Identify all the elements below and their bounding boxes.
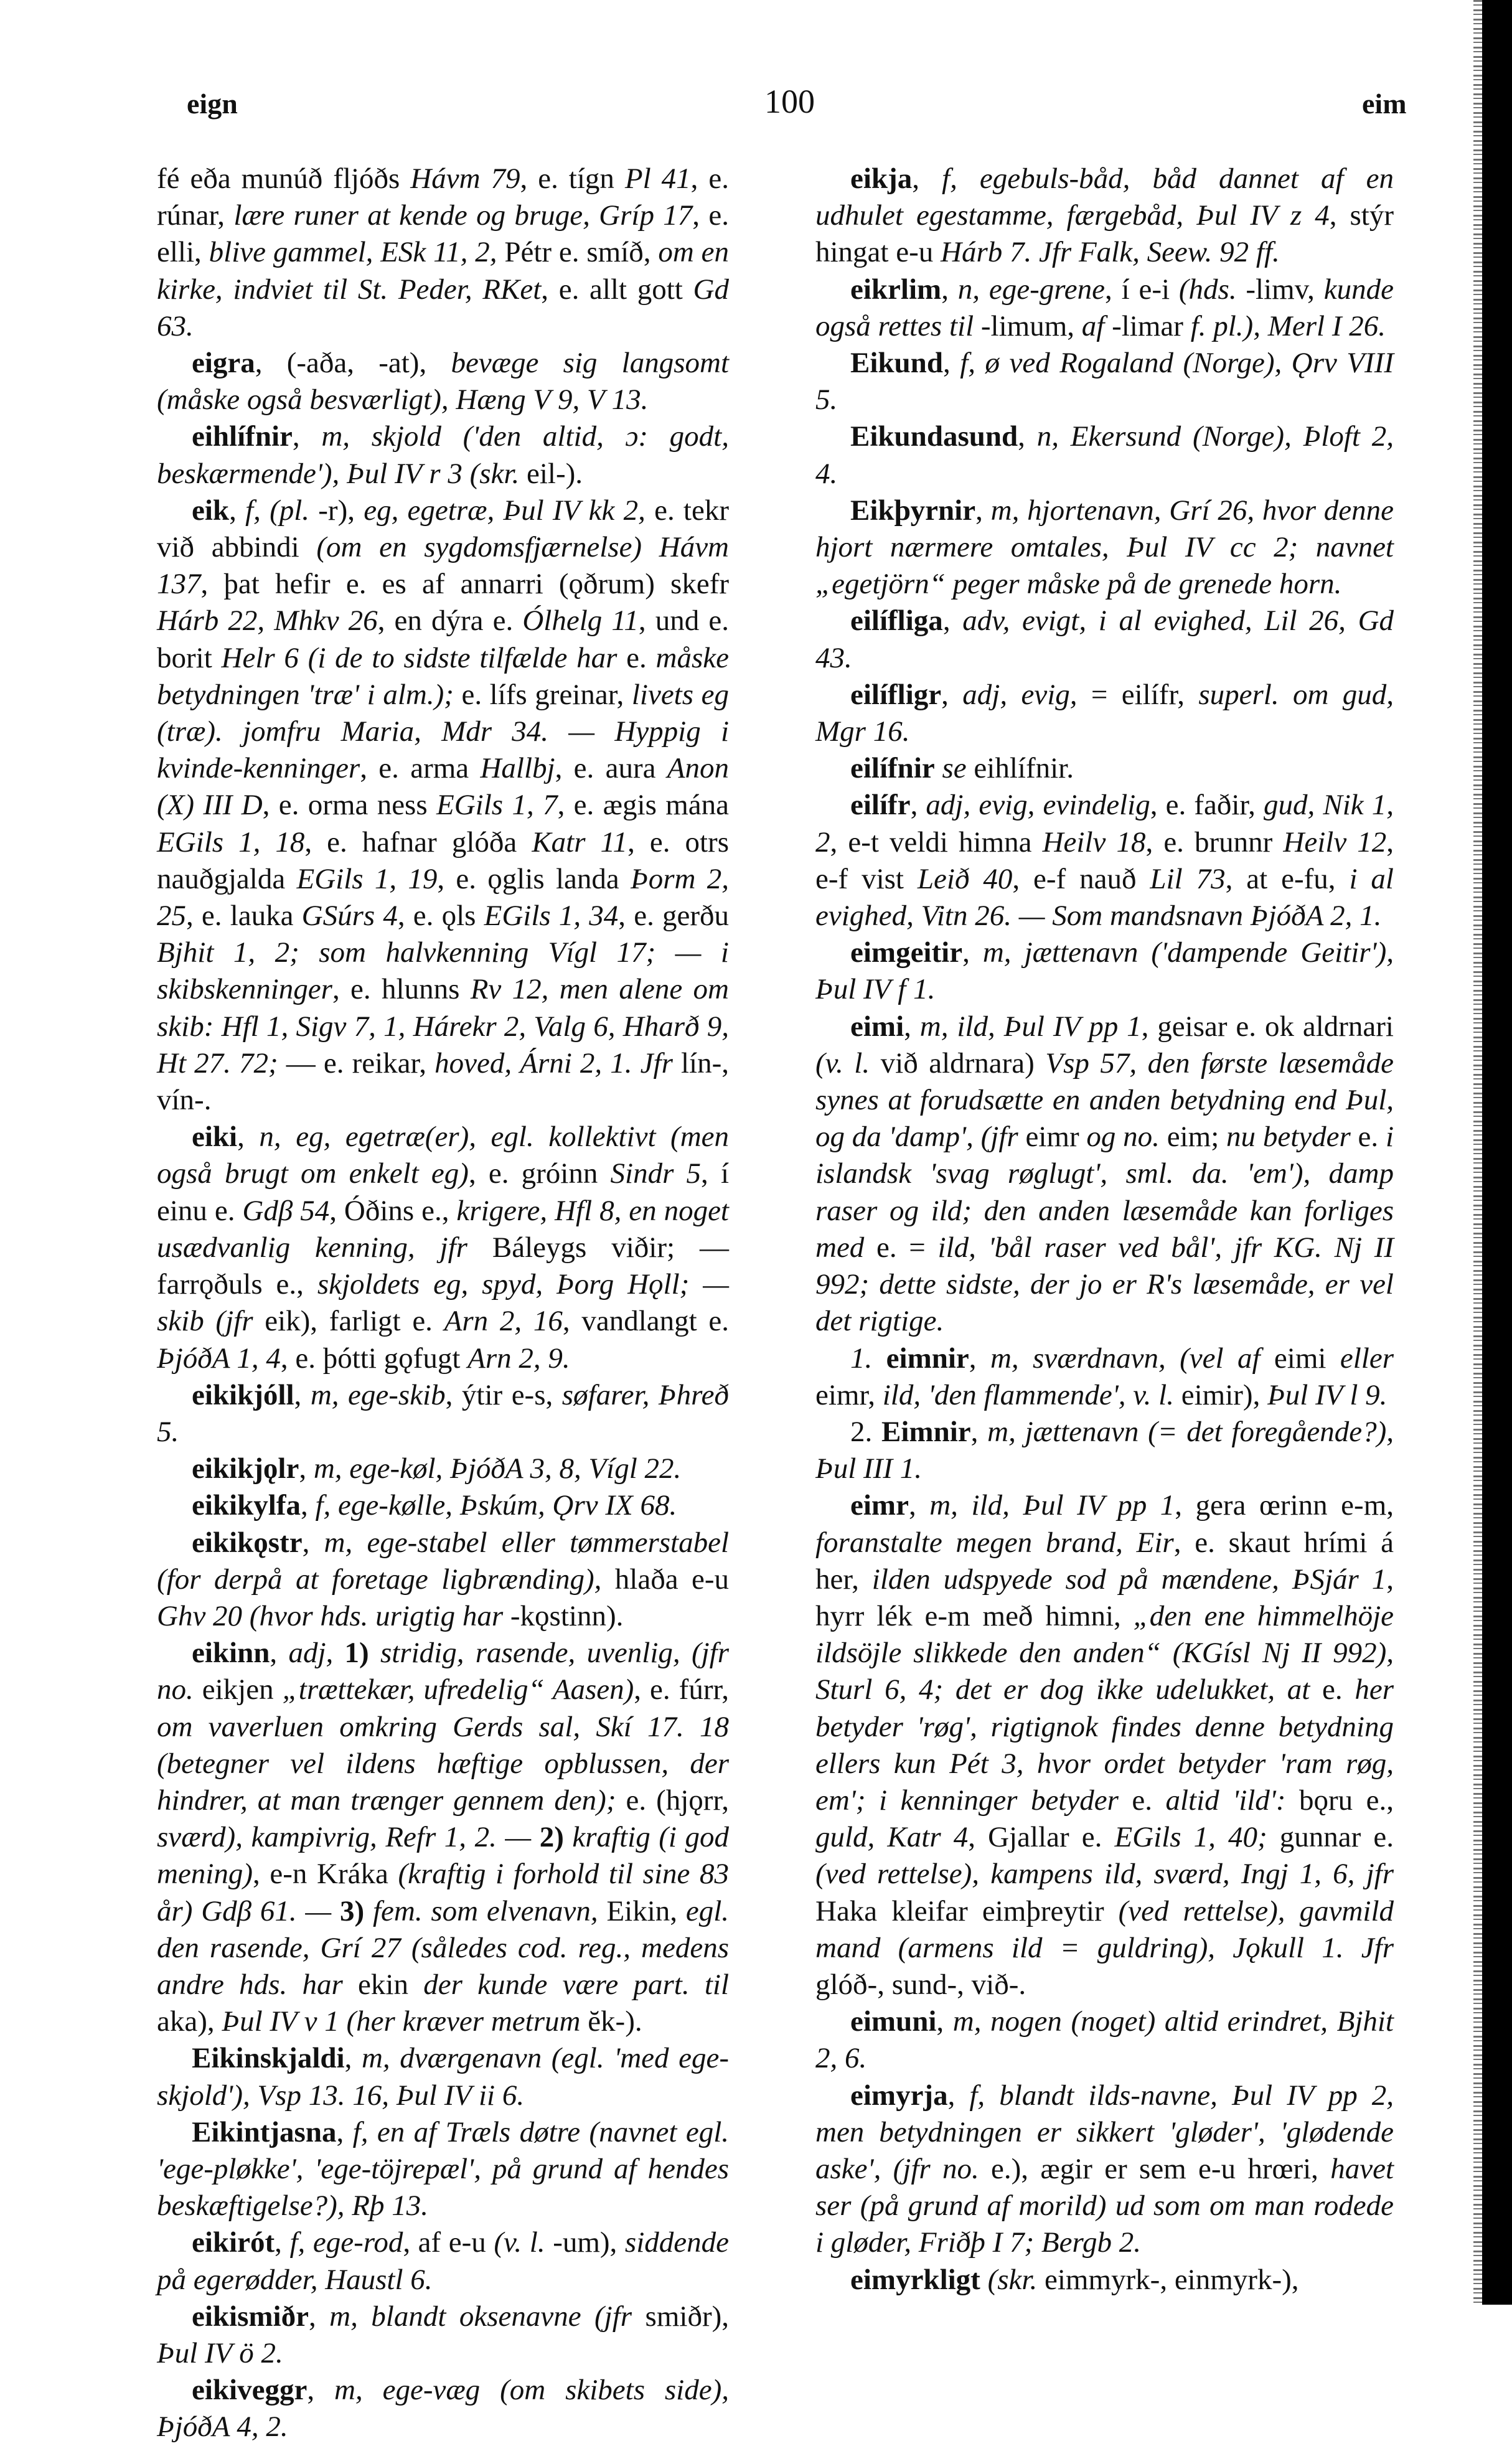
dictionary-entry <box>157 1377 729 1451</box>
italic-text: m, ege-væg (om skibets side), ÞjóðA 4, 2. <box>157 2374 729 2444</box>
dictionary-entry <box>815 418 1394 492</box>
running-head-left: eign <box>187 88 238 120</box>
dictionary-entry <box>157 1487 729 1524</box>
dictionary-entry <box>815 1487 1394 2003</box>
roman-text: , <box>969 1342 990 1375</box>
roman-text: Pétr e. smíð, <box>497 236 659 269</box>
headword: eimyrkligt <box>850 2263 980 2296</box>
roman-text <box>980 2264 988 2296</box>
left-column <box>157 161 729 2446</box>
headword: eikikǫstr <box>192 1526 303 1559</box>
roman-text: , í e-i <box>1105 273 1179 306</box>
dictionary-entry <box>815 1009 1394 1340</box>
headword: eimnir <box>886 1342 969 1375</box>
roman-text: , e. rúnar, <box>157 162 729 232</box>
italic-text: m, ild, Þul IV pp 1 <box>929 1489 1175 1522</box>
roman-text: , Óðins e., <box>329 1194 457 1227</box>
roman-text: , <box>294 1378 311 1411</box>
italic-text: gud, Nik 1, 2 <box>815 789 1394 858</box>
italic-text: Lil 73 <box>1150 862 1226 895</box>
italic-text: m, dværgenavn (egl. 'med ege-skjold'), Vsp 13. 16, Þul IV ii 6. <box>157 2042 730 2112</box>
italic-text: havet ser (på grund af morild) ud som om man rodede i gløder, Friðþ I 7; Bergb 2. <box>815 2152 1394 2259</box>
roman-text: fé eða munúð fljóðs <box>157 162 411 195</box>
italic-text: f, (pl. <box>245 494 310 527</box>
roman-text: , <box>1018 420 1037 453</box>
italic-text: ilden udspyede sod på mændene, ÞSjár 1 <box>871 1563 1387 1596</box>
italic-text: m, blandt oksenavne (jfr <box>329 2300 632 2333</box>
roman-text: , í einu e. <box>157 1157 730 1227</box>
italic-text: Anon (X) III D <box>157 752 730 822</box>
italic-text: m, sværdnavn, (vel af <box>990 1342 1261 1375</box>
dictionary-entry <box>157 2224 729 2298</box>
headword: eilífligr <box>850 678 942 711</box>
italic-text: Þul IV v 1 (her kræver metrum <box>222 2005 581 2038</box>
roman-text: -limar <box>1104 309 1191 342</box>
italic-text: eg, egetræ, Þul IV kk 2, <box>364 494 646 527</box>
roman-text: e. lífs greinar, <box>453 678 632 711</box>
italic-text: (ved rettelse), kampens ild, sværd, Ingj 1, 6, jfr <box>815 1858 1394 1891</box>
italic-text: Ghv 20 (hvor hds. urigtig har <box>157 1599 504 1632</box>
italic-text: (skr. <box>987 2263 1038 2296</box>
roman-text: e. <box>1118 1784 1166 1817</box>
roman-text: , e. lauka <box>186 900 302 933</box>
italic-text: Vsp 57, den første læsemåde synes at forudsætte en anden betydning end Þul, og da 'damp', (jfr <box>815 1047 1394 1154</box>
italic-text: f, blandt ilds-navne, Þul IV pp 2, men betydningen er sikkert 'gløder', 'glødende aske', (jfr no. <box>815 2079 1394 2185</box>
headword: Eikundasund <box>850 420 1018 453</box>
roman-text: , vandlangt e. <box>562 1305 729 1338</box>
headword: eikiveggr <box>192 2374 308 2407</box>
italic-text: adj, <box>288 1637 345 1670</box>
right-column <box>815 161 1394 2298</box>
roman-text: eik), farligt e. <box>253 1305 444 1338</box>
italic-text: Ólhelg 11 <box>522 604 639 637</box>
italic-text: Helr 6 (i de to sidste tilfælde har <box>221 641 617 674</box>
italic-text: sværd), kampivrig, Refr 1, 2. — <box>157 1821 540 1854</box>
headword: eik <box>192 494 230 527</box>
italic-text: EGils 1, 40; <box>1114 1821 1267 1854</box>
roman-text: , stýr hingat e-u <box>815 199 1394 269</box>
roman-text: , e. orma ness <box>262 789 437 822</box>
roman-text: , e. ǫls <box>397 900 484 933</box>
roman-text: , <box>942 604 963 637</box>
roman-text: , <box>941 273 958 306</box>
entry-continuation <box>157 161 729 345</box>
roman-text: Báleygs viðir; — farrǫðuls e., <box>157 1231 729 1301</box>
italic-text: søfarer, Þhreð 5. <box>157 1378 729 1448</box>
italic-text: m, hjortenavn, Grí 26, hvor denne hjort nærmere omtales, Þul IV cc 2; navnet „egetjörn“ peger måske på de grenede horn. <box>815 494 1394 601</box>
roman-text: e. = <box>864 1231 938 1264</box>
italic-text: f. pl.), Merl I 26. <box>1190 309 1386 342</box>
roman-text: , <box>962 936 983 969</box>
roman-text: , geisar e. ok aldrnari <box>1141 1010 1394 1043</box>
headword: eikinn <box>192 1637 270 1670</box>
roman-text: glóð-, sund-, við-. <box>815 1968 1026 2001</box>
italic-text: ild, 'den flammende', v. l. <box>882 1378 1174 1411</box>
roman-text: -limv, <box>1236 273 1324 306</box>
italic-text: (kraftig i forhold til sine 83 år) Gdβ 61. — <box>157 1858 730 1927</box>
roman-text: , e. tígn <box>520 162 625 195</box>
headword: eiki <box>192 1121 238 1154</box>
roman-text: e. <box>1310 1673 1355 1706</box>
roman-text: , ýtir e-s, <box>445 1378 562 1411</box>
italic-text: Gd 63. <box>157 273 729 342</box>
headword: eimgeitir <box>850 936 963 969</box>
italic-text: Hallbj <box>480 752 555 785</box>
headword: Eikþyrnir <box>850 494 976 527</box>
roman-text: , hyrr lék e-m með himni, <box>815 1563 1394 1632</box>
roman-text: , <box>275 2226 290 2259</box>
italic-text: stridig, rasende, uvenlig, (jfr no. <box>157 1637 729 1706</box>
italic-text: altid 'ild': <box>1165 1784 1286 1817</box>
dictionary-entry <box>815 787 1394 934</box>
roman-text: , und e. borit <box>157 604 729 674</box>
roman-text: e. <box>617 641 656 674</box>
roman-text: lín-, vín-. <box>157 1047 730 1117</box>
running-header <box>0 82 1512 126</box>
roman-text: , e. gerðu <box>618 900 730 933</box>
italic-text: m, ege-køl, ÞjóðA 3, 8, Vígl 22. <box>313 1452 682 1485</box>
roman-text <box>935 752 942 784</box>
roman-text: , e-t veldi himna <box>830 826 1043 858</box>
italic-text: (om en sygdomsfjærnelse) Hávm 137 <box>157 531 730 601</box>
italic-text: m, ild, Þul IV pp 1 <box>919 1010 1142 1043</box>
italic-text: m, ege-stabel eller tømmerstabel (for derpå at foretage ligbrænding), <box>157 1526 729 1596</box>
italic-text: krigere, Hfl 8, en noget usædvanlig kenning, jfr <box>157 1194 729 1264</box>
dictionary-entry <box>815 750 1394 787</box>
italic-text: Heilv 12 <box>1283 826 1387 858</box>
roman-text: ekin <box>342 1968 424 2001</box>
headword: Eimnir <box>881 1415 971 1448</box>
italic-text: her betyder 'røg', rigtignok findes denne betydning ellers kun Pét 3, hvor ordet betyder 'ram røg, em'; i kenninger betyder <box>815 1673 1394 1817</box>
roman-text: = eilífr, <box>1077 678 1199 711</box>
italic-text: m, nogen (noget) altid erindret, Bjhit 2, 6. <box>815 2005 1394 2075</box>
headword: eikrlim <box>850 273 942 306</box>
italic-text: (v. l. <box>494 2226 545 2259</box>
roman-text: , <box>308 2300 330 2333</box>
italic-text: foranstalte megen brand, Eir <box>815 1526 1174 1559</box>
roman-text: -r), <box>309 494 364 527</box>
dictionary-entry <box>815 2003 1394 2077</box>
italic-text: siddende på egerødder, Haustl 6. <box>157 2226 729 2296</box>
italic-text: m, ege-skib <box>310 1378 446 1411</box>
roman-text: , <box>936 2005 953 2038</box>
roman-text: , e-f nauð <box>1012 862 1150 895</box>
italic-text: n, eg, egetræ(er), egl. kollektivt (men også brugt om enkelt eg) <box>157 1121 729 1190</box>
italic-text: n, Ekersund (Norge), Þloft 2, 4. <box>815 420 1394 490</box>
roman-text: hlaða e-u <box>601 1563 729 1596</box>
italic-text: og no. <box>1086 1121 1160 1154</box>
roman-text: , e. þótti gǫfugt <box>280 1342 468 1375</box>
roman-text: , e. brunnr <box>1145 826 1284 858</box>
roman-text: e. (hjǫrr, <box>616 1784 729 1817</box>
roman-text: , e-n Kráka <box>253 1858 398 1891</box>
roman-text: , <box>307 2374 334 2407</box>
roman-text: , e. otrs nauðgjalda <box>157 826 729 895</box>
roman-text: , Gjallar e. <box>968 1821 1115 1854</box>
italic-text: i islandsk 'svag røglugt', sml. da. 'em'), damp raser og ild; den anden læsemåde kan forliges med <box>815 1121 1394 1264</box>
italic-text: der kunde være part. til <box>423 1968 729 2001</box>
headword: eihlífnir <box>192 420 293 453</box>
roman-text: , <box>942 347 960 380</box>
italic-text: Hávm 79 <box>410 162 520 195</box>
dictionary-entry <box>157 2298 729 2372</box>
roman-text: , <box>292 420 322 453</box>
dictionary-entry <box>815 1414 1394 1487</box>
roman-text: , <box>910 789 926 822</box>
dictionary-entry <box>157 2114 729 2225</box>
dictionary-entry <box>815 345 1394 418</box>
italic-text: Heilv 18 <box>1042 826 1146 858</box>
roman-text: eihlífnir. <box>966 752 1074 785</box>
italic-text: Hárb 7. Jfr Falk, Seew. 92 ff. <box>941 236 1280 269</box>
italic-text: Katr 11 <box>532 826 628 858</box>
dictionary-entry <box>157 2372 729 2445</box>
roman-text: , <box>299 1452 314 1485</box>
italic-text: blive gammel, ESk 11, 2, <box>209 236 497 269</box>
roman-text: , gera œrinn e-m, <box>1175 1489 1394 1522</box>
roman-text: -limum, <box>974 309 1082 342</box>
italic-text: Þul IV l 9. <box>1267 1378 1388 1411</box>
italic-text: „trættekær, ufredelig“ Aasen) <box>282 1673 634 1706</box>
roman-text: e. <box>1350 1121 1386 1154</box>
roman-text: , e. gróinn <box>468 1157 611 1190</box>
roman-text: Haka kleifar eimþreytir <box>815 1894 1119 1927</box>
italic-text: superl. om gud, Mgr 16. <box>815 678 1394 748</box>
roman-text: , <box>941 678 963 711</box>
italic-text: Þul IV ö 2. <box>157 2336 283 2369</box>
italic-text: GSúrs 4 <box>301 900 398 933</box>
italic-text: i al evighed, Vitn 26. — Som mandsnavn ÞjóðA 2, 1. <box>815 862 1394 933</box>
dictionary-entry <box>815 271 1394 345</box>
dictionary-entry <box>815 161 1394 271</box>
italic-text: adj, evig, evindelig <box>926 789 1150 822</box>
italic-text: (v. l. <box>815 1047 870 1080</box>
roman-text: , <box>970 1415 988 1448</box>
roman-text: , (-aða, -at), <box>255 347 451 380</box>
italic-text: Arn 2, 9. <box>467 1342 570 1375</box>
page-number: 100 <box>764 83 815 120</box>
dictionary-entry <box>815 1340 1394 1414</box>
italic-text: se <box>942 752 967 785</box>
italic-text: EGils 1, 19 <box>296 862 438 895</box>
headword: eikikjóll <box>192 1378 294 1411</box>
dictionary-entry <box>815 934 1394 1008</box>
italic-text: Leið 40 <box>917 862 1013 895</box>
italic-text: skjoldets eg, spyd, Þorg Hǫll; — skib (jfr <box>157 1268 729 1338</box>
roman-text: , <box>302 1526 324 1559</box>
italic-text: egl. den rasende, Grí 27 (således cod. reg., medens andre hds. har <box>157 1894 729 2001</box>
roman-text: , <box>975 494 991 527</box>
headword: Eikund <box>850 347 943 380</box>
roman-text: , e-f vist <box>815 826 1394 895</box>
roman-text: , <box>904 1010 920 1043</box>
headword: eigra <box>192 347 255 380</box>
italic-text: EGils 1, 34 <box>484 900 619 933</box>
roman-text: , <box>300 1489 316 1522</box>
dictionary-entry <box>157 2040 729 2114</box>
roman-text: -um), <box>545 2226 625 2259</box>
italic-text: af <box>1081 309 1105 342</box>
italic-text: f, ege-kølle, Þskúm, Ǫrv IX 68. <box>315 1489 677 1522</box>
dictionary-entry <box>157 492 729 1119</box>
headword: Eikinskjaldi <box>192 2042 345 2075</box>
italic-text: m, jættenavn ('dampende Geitir'), Þul IV f 1. <box>815 936 1394 1006</box>
italic-text: guld, Katr 4 <box>815 1821 969 1854</box>
italic-text: livets eg (træ). jomfru Maria, Mdr 34. — Hyppig i kvinde-kenninger <box>157 678 729 785</box>
italic-text: kunde også rettes til <box>815 273 1394 342</box>
headword: eikirót <box>192 2226 275 2259</box>
roman-text: , en dýra e. <box>377 604 523 637</box>
roman-text: , <box>270 1637 289 1670</box>
roman-text: Eikin, <box>598 1894 686 1927</box>
roman-text: e. tekr við abbindi <box>157 494 729 564</box>
roman-text: eimr, <box>815 1378 883 1411</box>
dictionary-entry <box>157 1635 729 2040</box>
dictionary-entry <box>815 603 1394 676</box>
roman-text: , <box>912 162 942 195</box>
italic-text: Bjhit 1, 2; som halvkenning Vígl 17; — i skibskenninger <box>157 936 729 1006</box>
roman-text: , e. aura <box>555 752 667 785</box>
roman-text: eimir), <box>1173 1378 1268 1411</box>
roman-text: , e. fúrr, <box>634 1673 729 1706</box>
roman-text: , <box>344 2042 362 2075</box>
italic-text: om en kirke, indviet til St. Peder, RKet <box>157 236 729 306</box>
roman-text: við aldrnara) <box>870 1047 1046 1080</box>
roman-text: , <box>237 1121 260 1154</box>
roman-text: bǫru e., <box>1285 1784 1394 1817</box>
roman-text: , e. allt gott <box>541 273 693 306</box>
italic-text: m, jættenavn (= det foregående?), Þul III 1. <box>815 1415 1394 1485</box>
roman-text: , þat hefir e. es af annarri (ǫðrum) skefr <box>200 568 729 601</box>
italic-text: Arn 2, 16 <box>444 1305 563 1338</box>
headword: eikikylfa <box>192 1489 301 1522</box>
headword: eimr <box>850 1489 909 1522</box>
italic-text: kraftig (i god mening) <box>157 1821 729 1891</box>
italic-text: Gdβ 54 <box>242 1194 330 1227</box>
italic-text: adv, evigt, i al evighed, Lil 26, Gd 43. <box>815 604 1394 674</box>
italic-text: Hárb 22, Mhkv 26 <box>157 604 378 637</box>
headword: 1) <box>344 1637 369 1670</box>
roman-text: , e. faðir, <box>1150 789 1264 822</box>
roman-text: eimr <box>1018 1121 1087 1154</box>
roman-text: , e. arma <box>360 752 481 785</box>
roman-text: , <box>336 2115 353 2148</box>
italic-text: måske betydningen 'træ' i alm.); <box>157 641 729 711</box>
roman-text: eikjen <box>193 1673 283 1706</box>
italic-text: ild, 'bål raser ved bål', jfr KG. Nj II 992; dette sidste, der jo er R's læsemåde, er vel det rigtige. <box>815 1231 1394 1338</box>
roman-text: , <box>947 2079 970 2112</box>
italic-text: adj, evig, <box>962 678 1078 711</box>
roman-text: , at e-fu, <box>1225 862 1350 895</box>
roman-text: -kǫstinn). <box>503 1599 624 1632</box>
headword: 3) <box>340 1894 365 1927</box>
dictionary-entry <box>815 2077 1394 2262</box>
headword: Eikintjasna <box>192 2115 337 2148</box>
dictionary-entry <box>157 1451 729 1487</box>
italic-text: eller <box>1340 1342 1394 1375</box>
italic-text: „den ene himmelhöje ildsöjle slikkede den anden“ (KGísl Nj II 992), Sturl 6, 4; det er dog ikke udelukket, at <box>815 1599 1394 1706</box>
roman-text: , e. ægis mána <box>557 789 730 822</box>
headword: eilífr <box>850 789 911 822</box>
italic-text: f, egebuls-båd, båd dannet af en udhulet egestamme, færgebåd, Þul IV z 4 <box>815 162 1394 232</box>
roman-text: — e. reikar, <box>278 1047 435 1080</box>
dictionary-entry <box>815 677 1394 750</box>
roman-text: eim; <box>1159 1121 1227 1154</box>
roman-text: gunnar e. <box>1267 1821 1394 1854</box>
headword: 2) <box>539 1821 564 1854</box>
roman-text: ĕk-). <box>580 2005 642 2038</box>
headword: eilífnir <box>850 752 935 785</box>
running-head-right: eim <box>1362 88 1407 120</box>
roman-text: , e. hlunns <box>332 973 471 1006</box>
roman-text: eimmyrk-, einmyrk-), <box>1037 2263 1299 2296</box>
headword: eikja <box>850 162 913 195</box>
italic-text: (ved rettelse), gavmild mand (armens ild = guldring), Jǫkull 1. Jfr <box>815 1894 1394 1964</box>
italic-text: Pl 41 <box>624 162 691 195</box>
italic-text: nu betyder <box>1226 1121 1351 1154</box>
roman-text: , e. ǫglis landa <box>437 862 631 895</box>
headword: eimi <box>850 1010 904 1043</box>
scan-page-edge <box>1482 0 1512 2305</box>
italic-text: f, ø ved Rogaland (Norge), Ǫrv VIII 5. <box>815 347 1394 416</box>
roman-text: , e. skaut hrími á her, <box>815 1526 1394 1596</box>
dictionary-entry <box>815 492 1394 603</box>
italic-text: 1. <box>850 1342 886 1375</box>
italic-text: n, ege-grene <box>957 273 1105 306</box>
italic-text: fem. som elvenavn, <box>364 1894 598 1927</box>
roman-text: eil-). <box>519 457 583 490</box>
italic-text: Þorm 2, 25 <box>157 862 730 933</box>
italic-text: hoved, Árni 2, 1. Jfr <box>434 1047 673 1080</box>
headword: eikismiðr <box>192 2300 309 2333</box>
headword: eimuni <box>850 2005 937 2038</box>
italic-text: (hds. <box>1178 273 1237 306</box>
roman-text: aka), <box>157 2005 222 2038</box>
italic-text: f, ege-rod <box>289 2226 403 2259</box>
roman-text: , <box>908 1489 930 1522</box>
headword: eimyrja <box>850 2079 948 2112</box>
dictionary-entry <box>815 2262 1394 2298</box>
italic-text: Rv 12, men alene om skib: Hfl 1, Sigv 7, 1, Hárekr 2, Valg 6, Hharð 9, Ht 27. 72; <box>157 973 729 1080</box>
headword: eilífliga <box>850 604 943 637</box>
italic-text: lære runer at kende og bruge, Gríp 17 <box>233 199 693 232</box>
dictionary-entry <box>157 418 729 492</box>
roman-text: , e. hafnar glóða <box>304 826 532 858</box>
italic-text: EGils 1, 18 <box>157 826 305 858</box>
italic-text: om vaverluen omkring Gerds sal, Skí 17. 18 (betegner vel ildens hæftige opblussen, der hindrer, at man trænger gennem den); <box>157 1710 729 1817</box>
roman-text: e.), ægir er sem e-u hrœri, <box>979 2152 1331 2185</box>
dictionary-entry <box>157 345 729 418</box>
roman-text: 2. <box>850 1415 882 1448</box>
italic-text: m, skjold ('den altid, ɔ: godt, beskærmende'), Þul IV r 3 (skr. <box>157 420 729 490</box>
italic-text: f, en af Træls døtre (navnet egl. 'ege-pløkke', 'ege-töjrepæl', på grund af hendes beskæftigelse?), Rþ 13. <box>157 2115 730 2223</box>
roman-text: , e. elli, <box>157 199 729 269</box>
dictionary-entry <box>157 1525 729 1635</box>
italic-text: EGils 1, 7 <box>436 789 558 822</box>
roman-text: , <box>229 494 246 527</box>
roman-text: , af e-u <box>403 2226 494 2259</box>
italic-text: Sindr 5 <box>610 1157 702 1190</box>
dictionary-entry <box>157 1119 729 1376</box>
italic-text: ÞjóðA 1, 4 <box>157 1342 281 1375</box>
italic-text: bevæge sig langsomt (måske også besværligt), Hæng V 9, V 13. <box>157 347 729 416</box>
headword: eikikjǫlr <box>192 1452 299 1485</box>
roman-text: eimi <box>1260 1342 1340 1375</box>
roman-text: smiðr), <box>632 2300 729 2333</box>
